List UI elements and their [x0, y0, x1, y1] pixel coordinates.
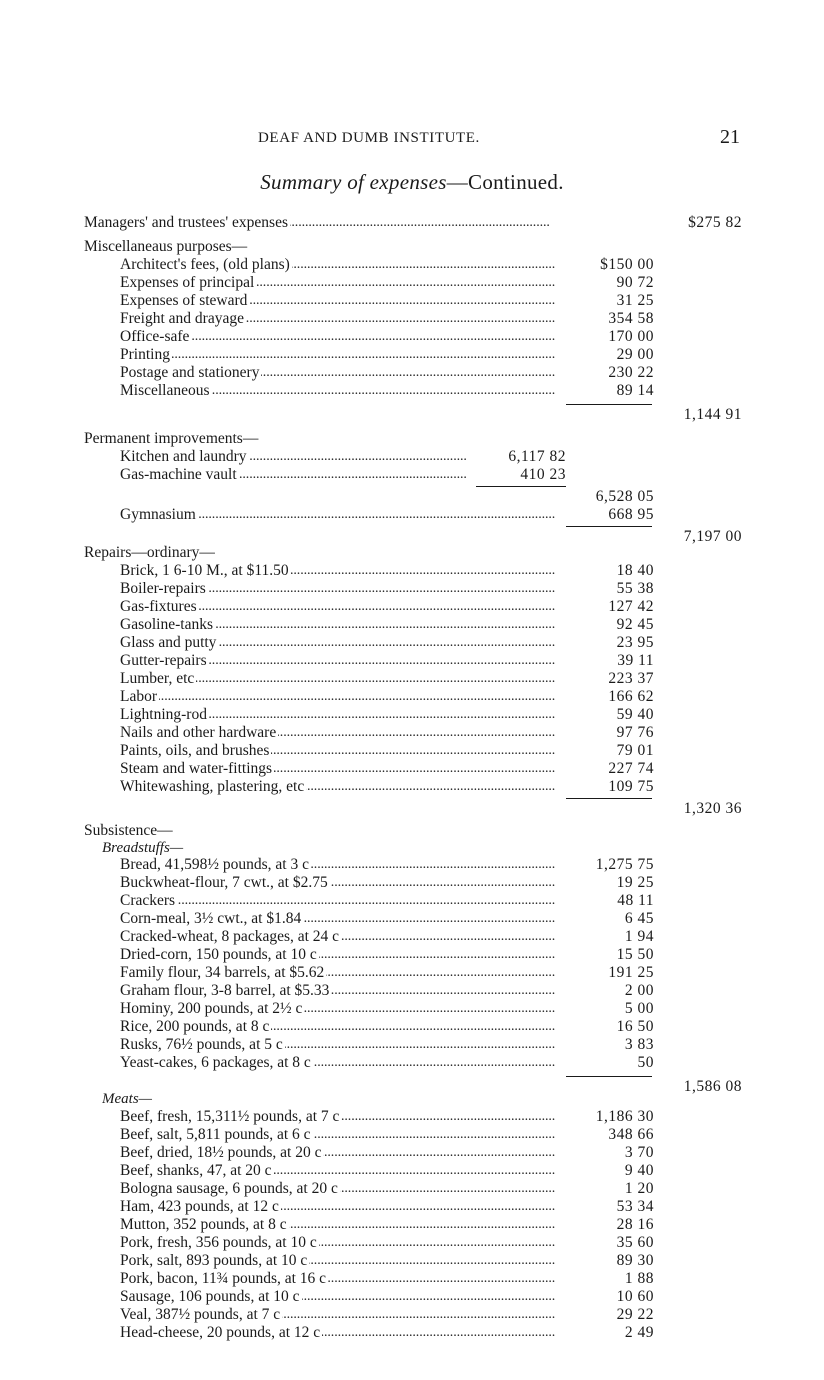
row-label [120, 1324, 556, 1342]
amount: 29 22 [616, 1306, 654, 1323]
label-text: Beef, dried, 18½ pounds, at 20 c [120, 1144, 322, 1161]
amount: 3 83 [624, 1036, 654, 1053]
amount: 28 16 [616, 1216, 654, 1233]
label-text: Meats— [102, 1091, 152, 1107]
label-text: Rice, 200 pounds, at 8 c [120, 1018, 270, 1035]
label-text: Mutton, 352 pounds, at 8 c [120, 1216, 287, 1233]
row-label [120, 724, 556, 742]
amount: 109 75 [608, 778, 654, 795]
row-label [120, 688, 556, 706]
amount: 1,275 75 [595, 856, 654, 873]
row-label [120, 652, 556, 670]
label-text: Pork, salt, 893 pounds, at 10 c [120, 1252, 308, 1269]
meats-item-row [0, 1126, 824, 1144]
total-rule [566, 798, 652, 799]
misc-item-row [0, 364, 824, 382]
breadstuffs-item-row [0, 1054, 824, 1072]
amount: 3 70 [624, 1144, 654, 1161]
label-text: Miscellaneous [120, 382, 210, 399]
misc-item-row [0, 382, 824, 400]
amount: 55 38 [616, 580, 654, 597]
amount: 89 30 [616, 1252, 654, 1269]
row-label [120, 598, 556, 616]
amount: 230 22 [608, 364, 654, 381]
misc-item-row [0, 274, 824, 292]
meats-item-row [0, 1144, 824, 1162]
breadstuffs-item-row [0, 910, 824, 928]
amount: 48 11 [617, 892, 654, 909]
amount: 348 66 [608, 1126, 654, 1143]
meats-item-row [0, 1162, 824, 1180]
row-label [120, 1234, 556, 1252]
amount: 39 11 [617, 652, 654, 669]
amount: $150 00 [600, 256, 654, 273]
label-text: Printing [120, 346, 170, 363]
section-heading-text [84, 822, 175, 840]
label-text: Gutter-repairs [120, 652, 207, 669]
breadstuffs-item-row [0, 874, 824, 892]
label-text: Dried-corn, 150 pounds, at 10 c [120, 946, 317, 963]
label-text: Gas-fixtures [120, 598, 197, 615]
row-label [120, 982, 556, 1000]
row-label [120, 946, 556, 964]
total-amount: 1,144 91 [683, 406, 742, 423]
repairs-item-row [0, 760, 824, 778]
row-label [120, 580, 556, 598]
page-number: 21 [720, 126, 740, 148]
row-label [120, 1018, 556, 1036]
row-label [120, 466, 466, 484]
row-label [120, 964, 556, 982]
label-text: Expenses of steward [120, 292, 248, 309]
managers-row [0, 214, 824, 232]
row-label [84, 214, 636, 232]
label-text: Miscellaneaus purposes— [84, 238, 248, 255]
amount: 1,186 30 [595, 1108, 654, 1125]
label-text: Expenses of principal [120, 274, 255, 291]
repairs-item-row [0, 616, 824, 634]
label-text: Graham flour, 3-8 barrel, at $5.33 [120, 982, 330, 999]
label-text: Lightning-rod [120, 706, 207, 723]
summary-title-italic: Summary of expenses [260, 170, 447, 194]
repairs-item-row [0, 634, 824, 652]
label-text: Veal, 387½ pounds, at 7 c [120, 1306, 281, 1323]
amount: 89 14 [616, 382, 654, 399]
label-text: Office-safe [120, 328, 190, 345]
label-text: Repairs—ordinary— [84, 544, 215, 561]
permanent-item-row [0, 466, 824, 484]
breadstuffs-item-row [0, 1018, 824, 1036]
subsection-heading-text [102, 1090, 154, 1108]
amount: 1 20 [624, 1180, 654, 1197]
repairs-total-row [0, 800, 824, 818]
total-rule [566, 526, 652, 527]
section-heading-text [84, 238, 249, 256]
repairs-item-row [0, 652, 824, 670]
permanent-subtotal-row [0, 488, 824, 506]
amount: 6,117 82 [508, 448, 566, 465]
label-text: Labor [120, 688, 158, 705]
label-text: Buckwheat-flour, 7 cwt., at $2.75 [120, 874, 328, 891]
misc-total-row [0, 406, 824, 424]
running-head [0, 126, 824, 154]
row-label [120, 778, 556, 796]
breadstuffs-item-row [0, 946, 824, 964]
label-text: Paints, oils, and brushes [120, 742, 270, 759]
total-rule [566, 404, 652, 405]
row-label [120, 506, 556, 524]
label-text: Bread, 41,598½ pounds, at 3 c [120, 856, 309, 873]
amount: 92 45 [616, 616, 654, 633]
amount: 29 00 [616, 346, 654, 363]
repairs-item-row [0, 706, 824, 724]
row-label [120, 1108, 556, 1126]
amount: 19 25 [616, 874, 654, 891]
label-text: Hominy, 200 pounds, at 2½ c [120, 1000, 303, 1017]
summary-heading [0, 170, 824, 195]
amount: 23 95 [616, 634, 654, 651]
breadstuffs-item-row [0, 1036, 824, 1054]
row-label [120, 874, 556, 892]
meats-item-row [0, 1324, 824, 1342]
row-label [120, 1252, 556, 1270]
total-amount: $275 82 [688, 214, 742, 231]
label-text: Head-cheese, 20 pounds, at 12 c [120, 1324, 321, 1341]
repairs-item-row [0, 742, 824, 760]
amount: 2 00 [624, 982, 654, 999]
label-text: Gymnasium [120, 506, 196, 523]
meats-item-row [0, 1288, 824, 1306]
row-label [120, 706, 556, 724]
row-label [120, 1144, 556, 1162]
repairs-item-row [0, 778, 824, 796]
breadstuffs-item-row [0, 1000, 824, 1018]
misc-item-row [0, 310, 824, 328]
amount: 166 62 [608, 688, 654, 705]
repairs-item-row [0, 670, 824, 688]
label-text: Rusks, 76½ pounds, at 5 c [120, 1036, 283, 1053]
section-heading [0, 238, 824, 256]
row-label [120, 1198, 556, 1216]
label-text: Sausage, 106 pounds, at 10 c [120, 1288, 300, 1305]
label-text: Bologna sausage, 6 pounds, at 20 c [120, 1180, 338, 1197]
amount: 410 23 [520, 466, 566, 483]
amount: 191 25 [608, 964, 654, 981]
label-text: Beef, fresh, 15,311½ pounds, at 7 c [120, 1108, 340, 1125]
breadstuffs-item-row [0, 928, 824, 946]
label-text: Subsistence— [84, 822, 173, 839]
misc-item-row [0, 292, 824, 310]
repairs-item-row [0, 580, 824, 598]
total-rule [566, 1076, 652, 1077]
meats-item-row [0, 1234, 824, 1252]
row-label [120, 1000, 556, 1018]
amount: 16 50 [616, 1018, 654, 1035]
row-label [120, 310, 556, 328]
row-label [120, 742, 556, 760]
section-heading [0, 544, 824, 562]
row-label [120, 346, 556, 364]
label-text: Crackers [120, 892, 176, 909]
subsection-heading [0, 839, 824, 857]
label-text: Beef, salt, 5,811 pounds, at 6 c [120, 1126, 311, 1143]
row-label [120, 364, 556, 382]
label-text: Managers' and trustees' expenses [84, 214, 289, 231]
amount: 354 58 [608, 310, 654, 327]
row-label [120, 760, 556, 778]
row-label [120, 1288, 556, 1306]
subtotal-amount: 6,528 05 [595, 488, 654, 505]
row-label [120, 1054, 556, 1072]
label-text: Kitchen and laundry [120, 448, 247, 465]
amount: 170 00 [608, 328, 654, 345]
row-label [120, 274, 556, 292]
breadstuffs-item-row [0, 892, 824, 910]
section-heading-text [84, 544, 217, 562]
row-label [120, 1162, 556, 1180]
row-label [120, 856, 556, 874]
total-amount: 1,586 08 [683, 1078, 742, 1095]
label-text: Yeast-cakes, 6 packages, at 8 c [120, 1054, 311, 1071]
row-label [120, 616, 556, 634]
amount: 1 94 [624, 928, 654, 945]
label-text: Pork, bacon, 11¾ pounds, at 16 c [120, 1270, 327, 1287]
row-label [120, 1306, 556, 1324]
row-label [120, 928, 556, 946]
amount: 31 25 [616, 292, 654, 309]
section-heading [0, 430, 824, 448]
meats-item-row [0, 1180, 824, 1198]
permanent-item-row [0, 448, 824, 466]
total-amount: 1,320 36 [683, 800, 742, 817]
amount: 97 76 [616, 724, 654, 741]
label-text: Cracked-wheat, 8 packages, at 24 c [120, 928, 340, 945]
label-text: Pork, fresh, 356 pounds, at 10 c [120, 1234, 317, 1251]
row-label [120, 670, 556, 688]
repairs-item-row [0, 724, 824, 742]
misc-item-row [0, 346, 824, 364]
repairs-item-row [0, 688, 824, 706]
row-label [120, 1036, 556, 1054]
row-label [120, 634, 556, 652]
label-text: Gas-machine vault [120, 466, 237, 483]
amount: 50 [637, 1054, 654, 1071]
amount: 90 72 [616, 274, 654, 291]
amount: 668 95 [608, 506, 654, 523]
label-text: Boiler-repairs [120, 580, 206, 597]
label-text: Whitewashing, plastering, etc [120, 778, 305, 795]
amount: 1 88 [624, 1270, 654, 1287]
subsection-heading-text [102, 839, 185, 857]
row-label [120, 256, 556, 274]
breadstuffs-item-row [0, 964, 824, 982]
label-text: Corn-meal, 3½ cwt., at $1.84 [120, 910, 302, 927]
label-text: Breadstuffs— [102, 840, 184, 856]
breadstuffs-item-row [0, 856, 824, 874]
label-text: Permanent improvements— [84, 430, 259, 447]
subsection-heading [0, 1090, 824, 1108]
row-label [120, 1180, 556, 1198]
total-amount: 7,197 00 [683, 528, 742, 545]
row-label [120, 1270, 556, 1288]
misc-item-row [0, 328, 824, 346]
meats-item-row [0, 1216, 824, 1234]
label-text: Freight and drayage [120, 310, 244, 327]
label-text: Architect's fees, (old plans) [120, 256, 290, 273]
amount: 18 40 [616, 562, 654, 579]
row-label [120, 448, 466, 466]
amount: 223 37 [608, 670, 654, 687]
meats-item-row [0, 1108, 824, 1126]
amount: 79 01 [616, 742, 654, 759]
row-label [120, 328, 556, 346]
running-title: DEAF AND DUMB INSTITUTE. [258, 130, 480, 146]
amount: 10 60 [616, 1288, 654, 1305]
meats-item-row [0, 1252, 824, 1270]
label-text: Steam and water-fittings [120, 760, 273, 777]
repairs-item-row [0, 562, 824, 580]
row-label [120, 562, 556, 580]
label-text: Glass and putty [120, 634, 217, 651]
amount: 127 42 [608, 598, 654, 615]
amount: 5 00 [624, 1000, 654, 1017]
misc-item-row [0, 256, 824, 274]
label-text: Postage and stationery [120, 364, 260, 381]
amount: 6 45 [624, 910, 654, 927]
gymnasium-row [0, 506, 824, 524]
repairs-item-row [0, 598, 824, 616]
meats-item-row [0, 1270, 824, 1288]
amount: 35 60 [616, 1234, 654, 1251]
label-text: Gasoline-tanks [120, 616, 213, 633]
meats-item-row [0, 1198, 824, 1216]
row-label [120, 892, 556, 910]
amount: 53 34 [616, 1198, 654, 1215]
row-label [120, 1126, 556, 1144]
summary-title-rest: —Continued. [446, 170, 564, 194]
breadstuffs-item-row [0, 982, 824, 1000]
row-label [120, 292, 556, 310]
label-text: Nails and other hardware [120, 724, 277, 741]
amount: 9 40 [624, 1162, 654, 1179]
amount: 59 40 [616, 706, 654, 723]
amount: 15 50 [616, 946, 654, 963]
label-text: Ham, 423 pounds, at 12 c [120, 1198, 279, 1215]
total-rule [476, 486, 566, 487]
label-text: Family flour, 34 barrels, at $5.62 [120, 964, 325, 981]
row-label [120, 910, 556, 928]
amount: 2 49 [624, 1324, 654, 1341]
label-text: Brick, 1 6-10 M., at $11.50 [120, 562, 289, 579]
meats-item-row [0, 1306, 824, 1324]
label-text: Beef, shanks, 47, at 20 c [120, 1162, 272, 1179]
section-heading [0, 822, 824, 840]
row-label [120, 1216, 556, 1234]
section-heading-text [84, 430, 260, 448]
row-label [120, 382, 556, 400]
label-text: Lumber, etc [120, 670, 195, 687]
amount: 227 74 [608, 760, 654, 777]
